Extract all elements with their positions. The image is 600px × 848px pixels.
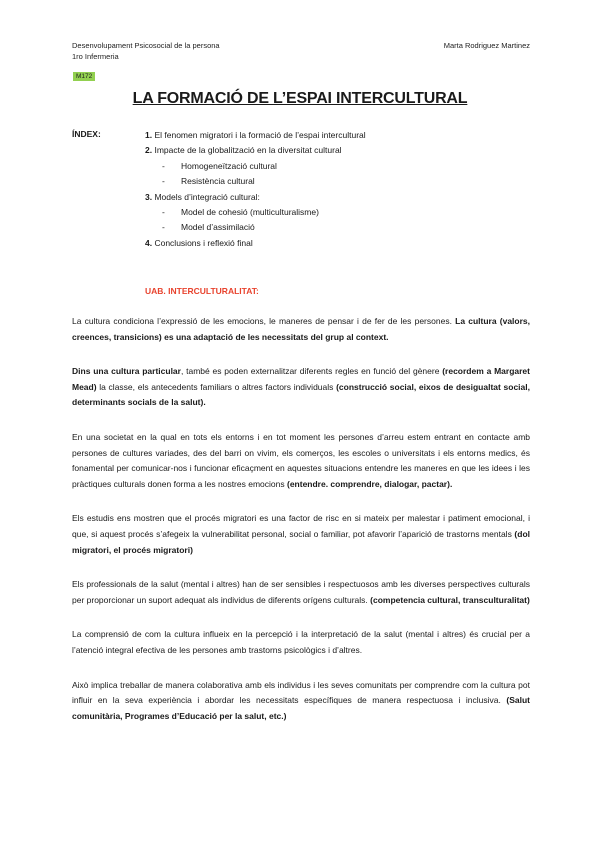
index-item-text: Resistència cultural xyxy=(181,176,255,187)
bold-text: Dins una cultura particular xyxy=(72,366,181,377)
index-item-text: Models d’integració cultural: xyxy=(154,191,260,202)
text-run: Els estudis ens mostren que el procés migratori es una factor de risc en si mateix per malestar i patiment emocional, i que, si aquest procés s’afegeix la vulnerabilitat personal, social o familiar, pot afavorir l’aparició de trastorns mentals xyxy=(72,513,530,539)
index-item-number: 4. xyxy=(145,237,153,248)
bold-text: (dol migratori, el procés migratori) xyxy=(72,528,530,555)
index-item-number: 3. xyxy=(145,191,153,202)
index-item-text: Model d’assimilació xyxy=(181,222,255,233)
text-run: , també es poden externalitzar diferents regles en funció del gènere xyxy=(180,366,443,377)
paragraph xyxy=(72,314,530,345)
text-run: la classe, els antecedents familiars o altres factors individuals xyxy=(96,381,337,392)
index-item-text: Impacte de la globalització en la diversitat cultural xyxy=(154,145,342,156)
bold-text: (construcció social, eixos de desigualtat social, determinants socials de la salut). xyxy=(72,381,530,408)
paragraph xyxy=(72,577,530,608)
paragraph xyxy=(72,511,530,558)
index-list xyxy=(145,128,366,251)
bold-text: (competencia cultural, transculturalitat) xyxy=(370,594,530,605)
text-run: En una societat en la qual en tots els entorns i en tot moment les persones d’arreu estem entrant en contacte amb persones de cultures variades, des del barri on vivim, els comerços, les escoles o universitats i els entorns medics, és fonamental per comunicar-nos i funcionar eficaçment en aquestes situacions entendre les maneres en que les idees i les pràctiques culturals donen forma a les nostres emocions xyxy=(72,431,530,489)
bold-text: (entendre. comprendre, dialogar, pactar). xyxy=(286,478,453,489)
body-text xyxy=(72,314,530,743)
index-item xyxy=(145,236,366,251)
index-item-dash: - xyxy=(162,160,165,171)
index-item xyxy=(145,174,366,189)
index-item-text: Model de cohesió (multiculturalisme) xyxy=(181,207,319,218)
section-heading: UAB. INTERCULTURALITAT: xyxy=(145,286,259,296)
text-run: Els professionals de la salut (mental i altres) han de ser sensibles i respectuosos amb les diverses perspectives culturals per proporcionar un suport adequat als individus de diferents orígens culturals. xyxy=(72,579,530,605)
paragraph xyxy=(72,627,530,658)
index-item-number: 2. xyxy=(145,145,153,156)
text-run: La cultura condiciona l’expressió de les emocions, le maneres de pensar i de fer de les persones. xyxy=(72,316,456,326)
index-item-dash: - xyxy=(162,222,165,233)
index-item-number: 1. xyxy=(145,130,153,140)
index-item xyxy=(145,143,366,158)
index-item xyxy=(145,159,366,174)
header-left xyxy=(72,40,220,62)
text-run: Això implica treballar de manera colaborativa amb els individus i les seves comunitats per comprendre com la cultura pot influir en la seva experiència i abordar les necessitats específiques de manera respectuosa i inclusiva. xyxy=(72,679,530,706)
index-item xyxy=(145,190,366,205)
page-title: LA FORMACIÓ DE L’ESPAI INTERCULTURAL xyxy=(132,90,468,107)
paragraph xyxy=(72,364,530,411)
index-item xyxy=(145,220,366,235)
bold-text: (recordem a Margaret Mead) xyxy=(72,366,530,392)
bold-text: La cultura (valors, creences, transicions) es una adaptació de les necessitats del grup al context. xyxy=(72,316,531,342)
index-item-text: Homogeneïtzació cultural xyxy=(181,160,277,171)
course-name: Desenvolupament Psicosocial de la persona xyxy=(72,41,220,50)
index-item-dash: - xyxy=(162,176,165,187)
index-label: ÍNDEX: xyxy=(72,129,101,139)
course-year: 1ro Infermeria xyxy=(72,52,119,61)
index-item-text: El fenomen migratori i la formació de l’espai intercultural xyxy=(154,130,366,140)
author-name: Marta Rodriguez Martinez xyxy=(443,41,530,50)
paragraph xyxy=(72,678,530,725)
index-item xyxy=(145,128,366,143)
text-run: La comprensió de com la cultura influeix en la percepció i la interpretació de la salut (mental i altres) és crucial per a l’atenció integral efectiva de les persones amb trastorns psicològics i d’altres. xyxy=(72,629,530,655)
paragraph xyxy=(72,430,530,492)
index-item-text: Conclusions i reflexió final xyxy=(154,237,253,248)
bold-text: (Salut comunitària, Programes d’Educació per la salut, etc.) xyxy=(72,695,530,721)
index-item xyxy=(145,205,366,220)
index-item-dash: - xyxy=(162,207,165,218)
module-tag: M172 xyxy=(73,72,95,81)
